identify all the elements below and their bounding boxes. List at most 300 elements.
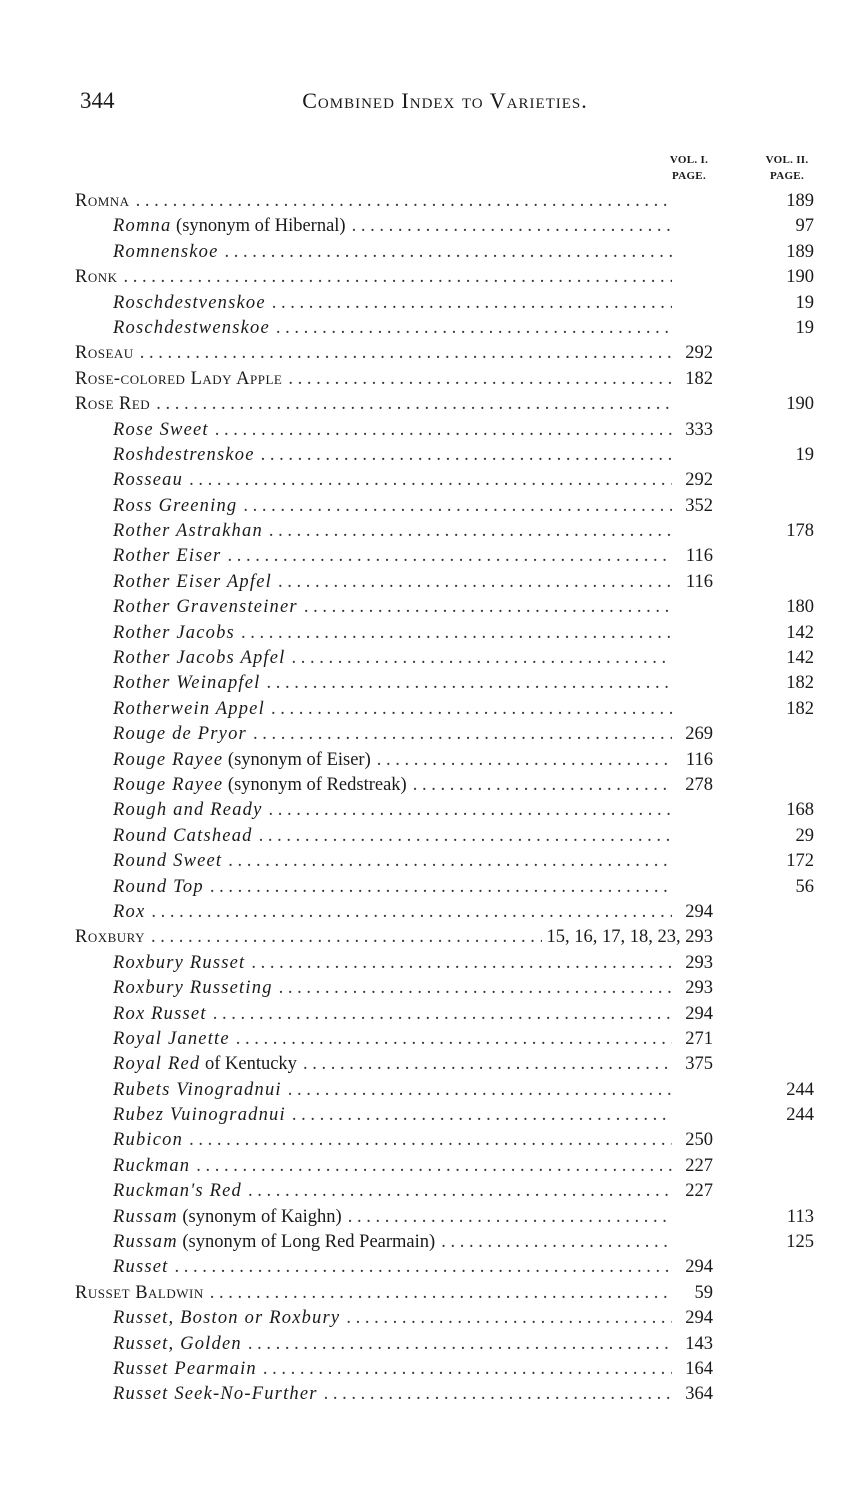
page-number: 344 [80, 88, 115, 113]
entry-name-wrap [113, 671, 672, 696]
entry-name-wrap [75, 925, 542, 950]
entry-name-wrap [113, 773, 672, 798]
entry-name-wrap [113, 1357, 672, 1382]
entry-name-wrap [75, 265, 672, 290]
dot-leader [207, 1002, 672, 1027]
variety-name: Ruckman [113, 1155, 191, 1176]
entry-name-wrap [113, 570, 672, 595]
entry-name-wrap [113, 697, 672, 722]
variety-name: Ruckman's Red [113, 1181, 242, 1202]
entry-name-wrap [75, 341, 672, 366]
entry-name-wrap [113, 748, 672, 773]
index-entry [0, 798, 850, 823]
index-entry [0, 443, 850, 468]
running-head: Combined Index to Varieties. [302, 88, 588, 113]
entry-name-wrap [113, 1382, 672, 1407]
entry-name [113, 1078, 282, 1103]
vol2-page: 19 [795, 444, 814, 465]
index-entry [0, 1002, 850, 1027]
entry-name [113, 646, 285, 671]
entry-name-wrap [113, 1002, 672, 1027]
index-entry [0, 1128, 850, 1153]
vol1-page: 292 [685, 343, 713, 364]
vol1-page: 15, 16, 17, 18, 23, 293 [546, 927, 713, 948]
entry-name-wrap [113, 1052, 672, 1077]
entry-name [113, 900, 145, 925]
entry-name [113, 1179, 242, 1204]
variety-name: Russet, Boston or Roxbury [113, 1308, 341, 1329]
vol2-header-label: VOL. II. [765, 154, 809, 166]
entry-note: (synonym of Kaighn) [177, 1206, 342, 1227]
entry-name [75, 189, 130, 214]
vol2-page: 168 [786, 800, 814, 821]
index-entry [0, 1154, 850, 1179]
entry-name-wrap [75, 392, 672, 417]
dot-leader [204, 1281, 672, 1306]
variety-name: Roschdestwenskoe [113, 317, 270, 338]
vol1-page: 250 [685, 1130, 713, 1151]
vol2-page: 180 [786, 597, 814, 618]
entry-name [113, 494, 237, 519]
entry-name [113, 621, 235, 646]
entry-name [113, 722, 247, 747]
entry-note: (synonym of Redstreak) [223, 774, 407, 795]
entry-name [75, 367, 282, 392]
variety-name: Rose-colored Lady Apple [75, 368, 283, 389]
vol1-page: 333 [685, 419, 713, 440]
entry-name [113, 1128, 183, 1153]
dot-leader [255, 443, 672, 468]
entry-name [75, 925, 145, 950]
vol1-column-header [654, 152, 724, 184]
dot-leader [247, 722, 672, 747]
entry-name-wrap [113, 1306, 672, 1331]
variety-name: Rough and Ready [113, 800, 263, 821]
variety-name: Rotherwein Appel [113, 698, 265, 719]
vol1-page: 227 [685, 1181, 713, 1202]
entry-name [113, 824, 253, 849]
variety-name: Rose Sweet [113, 419, 209, 440]
variety-name: Rouge Rayee [113, 774, 224, 795]
index-entry [0, 214, 850, 239]
variety-name: Ross Greening [113, 495, 238, 516]
variety-name: Roxbury Russet [113, 952, 246, 973]
dot-leader [145, 925, 542, 950]
dot-leader [183, 468, 672, 493]
index-entry [0, 392, 850, 417]
entry-name-wrap [113, 519, 672, 544]
dot-leader [340, 1306, 672, 1331]
vol1-page: 227 [685, 1155, 713, 1176]
entry-name [113, 1205, 342, 1230]
index-entry [0, 646, 850, 671]
variety-name: Rother Jacobs [113, 622, 235, 643]
entry-name [113, 1103, 286, 1128]
variety-name: Rother Astrakhan [113, 521, 263, 542]
dot-leader [263, 798, 672, 823]
variety-name: Russam [113, 1206, 178, 1227]
entry-name [113, 544, 221, 569]
index-list [0, 189, 850, 1408]
dot-leader [298, 595, 672, 620]
index-entry [0, 1052, 850, 1077]
dot-leader [237, 494, 672, 519]
vol1-page: 143 [685, 1333, 713, 1354]
entry-name [75, 341, 134, 366]
index-entry [0, 468, 850, 493]
vol1-page: 116 [685, 546, 713, 567]
entry-name-wrap [113, 595, 672, 620]
vol2-page: 190 [786, 267, 814, 288]
entry-name [113, 1002, 207, 1027]
vol1-header-sublabel: PAGE. [672, 170, 706, 182]
index-entry [0, 722, 850, 747]
entry-name-wrap [113, 1179, 672, 1204]
variety-name: Rose Red [75, 394, 151, 415]
dot-leader [235, 621, 672, 646]
variety-name: Rother Gravensteiner [113, 597, 298, 618]
variety-name: Round Top [113, 876, 204, 897]
index-entry [0, 1179, 850, 1204]
entry-name [113, 418, 209, 443]
vol1-page: 293 [685, 978, 713, 999]
entry-name [113, 875, 204, 900]
entry-note: (synonym of Long Red Pearmain) [177, 1232, 436, 1253]
index-entry [0, 976, 850, 1001]
entry-name [113, 1255, 169, 1280]
entry-name [75, 1281, 204, 1306]
entry-name [113, 570, 272, 595]
entry-name-wrap [113, 1078, 672, 1103]
entry-name [113, 671, 260, 696]
index-entry [0, 748, 850, 773]
vol2-page: 19 [795, 317, 814, 338]
dot-leader [435, 1230, 672, 1255]
dot-leader [145, 900, 672, 925]
vol1-page: 375 [685, 1054, 713, 1075]
vol2-page: 142 [786, 648, 814, 669]
vol2-page: 29 [795, 825, 814, 846]
variety-name: Rouge de Pryor [113, 724, 247, 745]
index-entry [0, 824, 850, 849]
variety-name: Roshdestrenskoe [113, 444, 255, 465]
vol2-page: 172 [786, 851, 814, 872]
index-entry [0, 951, 850, 976]
entry-name-wrap [113, 443, 672, 468]
entry-name-wrap [75, 367, 672, 392]
variety-name: Rother Jacobs Apfel [113, 648, 286, 669]
dot-leader [221, 544, 672, 569]
variety-name: Roschdestvenskoe [113, 292, 266, 313]
vol1-page: 271 [685, 1028, 713, 1049]
entry-name [113, 1332, 242, 1357]
dot-leader [407, 773, 672, 798]
index-entry [0, 189, 850, 214]
dot-leader [253, 824, 672, 849]
variety-name: Roxbury Russeting [113, 978, 273, 999]
index-entry [0, 1103, 850, 1128]
variety-name: Rox [113, 901, 146, 922]
entry-name-wrap [113, 646, 672, 671]
vol2-page: 19 [795, 292, 814, 313]
entry-note: of Kentucky [200, 1054, 297, 1075]
index-entry [0, 849, 850, 874]
index-entry [0, 1255, 850, 1280]
entry-name [113, 1027, 230, 1052]
vol2-page: 113 [786, 1206, 814, 1227]
entry-name-wrap [113, 1255, 672, 1280]
index-entry [0, 1382, 850, 1407]
entry-name-wrap [113, 1027, 672, 1052]
dot-leader [150, 392, 672, 417]
vol1-page: 182 [685, 368, 713, 389]
entry-name-wrap [113, 418, 672, 443]
entry-name-wrap [75, 1281, 672, 1306]
vol2-page: 97 [795, 216, 814, 237]
dot-leader [230, 1027, 672, 1052]
entry-name-wrap [113, 900, 672, 925]
entry-name [113, 748, 371, 773]
vol2-page: 182 [786, 673, 814, 694]
variety-name: Russet [113, 1257, 169, 1278]
index-entry [0, 341, 850, 366]
index-entry [0, 240, 850, 265]
variety-name: Rouge Rayee [113, 749, 224, 770]
index-entry [0, 1357, 850, 1382]
vol1-page: 294 [685, 1003, 713, 1024]
entry-name-wrap [113, 1205, 672, 1230]
entry-name [113, 976, 273, 1001]
entry-name-wrap [113, 951, 672, 976]
dot-leader [272, 570, 672, 595]
index-entry [0, 519, 850, 544]
variety-name: Rubets Vinogradnui [113, 1079, 282, 1100]
vol2-page: 142 [786, 622, 814, 643]
variety-name: Royal Janette [113, 1028, 230, 1049]
index-entry [0, 697, 850, 722]
index-entry [0, 1078, 850, 1103]
index-entry [0, 1205, 850, 1230]
vol2-page: 182 [786, 698, 814, 719]
index-entry [0, 900, 850, 925]
vol1-page: 294 [685, 1308, 713, 1329]
dot-leader [273, 976, 672, 1001]
dot-leader [266, 291, 672, 316]
entry-name-wrap [75, 189, 672, 214]
dot-leader [134, 341, 672, 366]
dot-leader [286, 1103, 672, 1128]
entry-name-wrap [113, 1154, 672, 1179]
entry-name-wrap [113, 722, 672, 747]
vol2-page: 189 [786, 191, 814, 211]
variety-name: Rox Russet [113, 1003, 207, 1024]
entry-name [113, 1052, 297, 1077]
entry-name [113, 951, 245, 976]
vol1-page: 59 [694, 1282, 713, 1303]
dot-leader [242, 1332, 672, 1357]
variety-name: Rother Eiser [113, 546, 222, 567]
vol2-page: 56 [795, 876, 814, 897]
vol1-page: 164 [685, 1358, 713, 1379]
variety-name: Rubicon [113, 1130, 184, 1151]
variety-name: Round Sweet [113, 851, 223, 872]
entry-name-wrap [113, 798, 672, 823]
entry-name [113, 291, 266, 316]
index-entry [0, 621, 850, 646]
index-entry [0, 1332, 850, 1357]
entry-name [113, 316, 270, 341]
dot-leader [297, 1052, 672, 1077]
vol2-page: 125 [786, 1232, 814, 1253]
entry-name-wrap [113, 240, 672, 265]
vol2-page: 244 [786, 1105, 814, 1126]
dot-leader [285, 646, 672, 671]
index-entry [0, 1027, 850, 1052]
vol1-page: 116 [685, 749, 713, 770]
vol1-page: 116 [685, 571, 713, 592]
entry-name-wrap [113, 976, 672, 1001]
dot-leader [257, 1357, 672, 1382]
index-entry [0, 544, 850, 569]
variety-name: Romna [113, 216, 172, 237]
vol2-page: 178 [786, 521, 814, 542]
entry-name [113, 697, 265, 722]
index-entry [0, 1230, 850, 1255]
vol1-page: 364 [685, 1384, 713, 1405]
vol1-page: 294 [685, 1257, 713, 1278]
entry-name-wrap [113, 291, 672, 316]
vol2-page: 244 [786, 1079, 814, 1100]
variety-name: Romna [75, 191, 130, 211]
index-entry [0, 418, 850, 443]
variety-name: Round Catshead [113, 825, 253, 846]
entry-name [113, 773, 407, 798]
dot-leader [242, 1179, 672, 1204]
dot-leader [371, 748, 672, 773]
dot-leader [318, 1382, 672, 1407]
index-entry [0, 595, 850, 620]
dot-leader [169, 1255, 672, 1280]
index-entry [0, 570, 850, 595]
entry-name [113, 214, 346, 239]
dot-leader [219, 240, 673, 265]
variety-name: Russet Baldwin [75, 1282, 204, 1303]
vol2-page: 190 [786, 394, 814, 415]
vol2-page: 189 [786, 241, 814, 262]
entry-name-wrap [113, 621, 672, 646]
index-entry [0, 875, 850, 900]
index-entry [0, 494, 850, 519]
entry-name [113, 1154, 190, 1179]
entry-name-wrap [113, 824, 672, 849]
dot-leader [209, 418, 672, 443]
dot-leader [204, 875, 672, 900]
entry-name-wrap [113, 214, 672, 239]
index-entry [0, 367, 850, 392]
dot-leader [260, 671, 672, 696]
entry-name [113, 1357, 257, 1382]
index-entry [0, 1281, 850, 1306]
variety-name: Russam [113, 1232, 178, 1253]
entry-name [113, 468, 183, 493]
dot-leader [245, 951, 672, 976]
dot-leader [282, 1078, 672, 1103]
entry-note: (synonym of Hibernal) [171, 216, 346, 237]
entry-name [75, 392, 150, 417]
dot-leader [263, 519, 672, 544]
vol1-page: 292 [685, 470, 713, 491]
dot-leader [270, 316, 672, 341]
variety-name: Royal Red [113, 1054, 201, 1075]
entry-name-wrap [113, 494, 672, 519]
entry-name [113, 1306, 340, 1331]
index-entry [0, 773, 850, 798]
dot-leader [183, 1128, 672, 1153]
variety-name: Roseau [75, 343, 134, 364]
entry-name [113, 798, 263, 823]
vol1-page: 293 [685, 952, 713, 973]
vol2-header-sublabel: PAGE. [770, 170, 804, 182]
entry-name-wrap [113, 1128, 672, 1153]
dot-leader [282, 367, 672, 392]
vol1-page: 352 [685, 495, 713, 516]
variety-name: Rother Eiser Apfel [113, 571, 272, 592]
entry-name [113, 595, 298, 620]
vol1-page: 294 [685, 901, 713, 922]
entry-name [75, 265, 118, 290]
entry-name-wrap [113, 849, 672, 874]
dot-leader [118, 265, 672, 290]
entry-name-wrap [113, 1230, 672, 1255]
entry-name-wrap [113, 1103, 672, 1128]
variety-name: Rubez Vuinogradnui [113, 1105, 286, 1126]
dot-leader [342, 1205, 672, 1230]
entry-note: (synonym of Eiser) [223, 749, 371, 770]
dot-leader [130, 189, 672, 214]
entry-name-wrap [113, 875, 672, 900]
index-entry [0, 316, 850, 341]
dot-leader [190, 1154, 672, 1179]
dot-leader [222, 849, 672, 874]
vol1-page: 278 [685, 774, 713, 795]
dot-leader [265, 697, 672, 722]
index-entry [0, 925, 850, 950]
entry-name [113, 240, 219, 265]
vol1-header-label: VOL. I. [669, 154, 709, 166]
index-entry [0, 671, 850, 696]
dot-leader [346, 214, 672, 239]
variety-name: Roxbury [75, 927, 146, 948]
variety-name: Ronk [75, 267, 118, 288]
entry-name [113, 1230, 435, 1255]
variety-name: Russet Seek-No-Further [113, 1384, 318, 1405]
entry-name [113, 1382, 318, 1407]
entry-name-wrap [113, 316, 672, 341]
entry-name [113, 849, 222, 874]
entry-name-wrap [113, 1332, 672, 1357]
variety-name: Romnenskoe [113, 241, 219, 262]
entry-name [113, 519, 263, 544]
index-entry [0, 1306, 850, 1331]
variety-name: Russet, Golden [113, 1333, 242, 1354]
variety-name: Rosseau [113, 470, 184, 491]
entry-name-wrap [113, 544, 672, 569]
entry-name-wrap [113, 468, 672, 493]
entry-name [113, 443, 255, 468]
vol2-column-header [752, 152, 822, 184]
index-entry [0, 265, 850, 290]
variety-name: Russet Pearmain [113, 1358, 257, 1379]
